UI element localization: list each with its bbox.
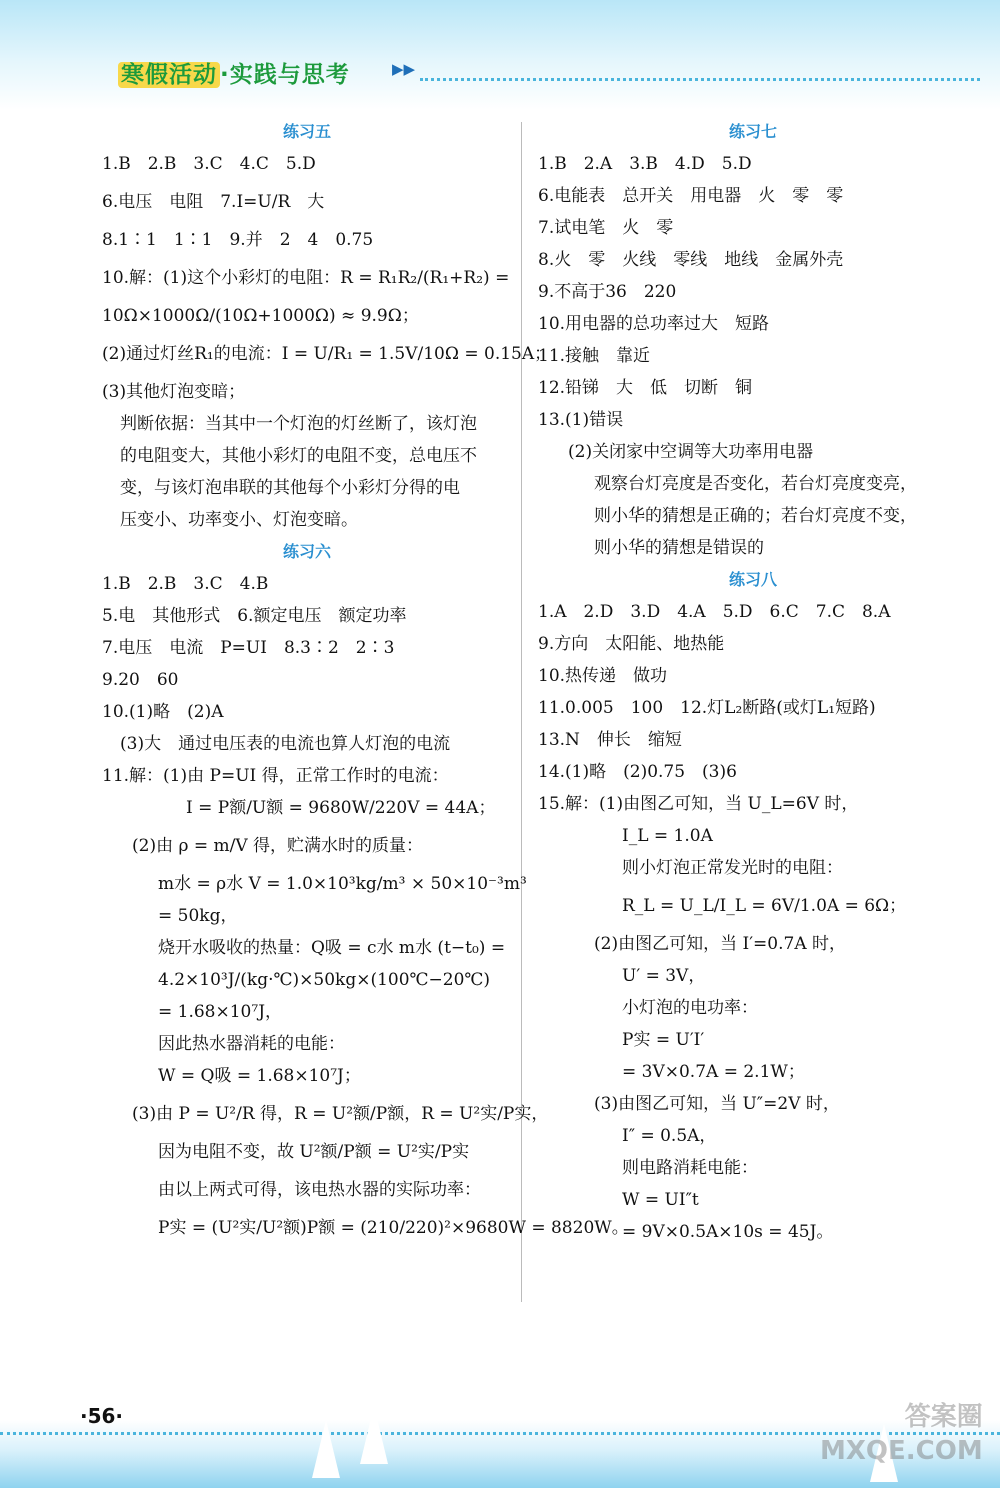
header-title-highlight: 寒假活动	[118, 62, 220, 88]
answer-line: 5.电 其他形式 6.额定电压 额定功率	[102, 606, 407, 626]
answer-line: I_L = 1.0A	[622, 826, 713, 846]
watermark-line: MXQE.COM	[820, 1436, 983, 1466]
answer-line: 1.B 2.A 3.B 4.D 5.D	[538, 154, 752, 174]
answer-line: 7.电压 电流 P=UI 8.3∶2 2∶3	[102, 638, 395, 658]
answer-line: 14.(1)略 (2)0.75 (3)6	[538, 762, 737, 782]
answer-line: 则小华的猜想是错误的	[594, 538, 764, 558]
tree-icon	[312, 1420, 340, 1478]
header-band	[0, 0, 1000, 110]
answer-line: U′ = 3V，	[622, 966, 706, 986]
answer-line: = 9V×0.5A×10s = 45J。	[622, 1222, 834, 1242]
page-header-title	[118, 56, 350, 89]
answer-line: (2)由 ρ = m/V 得，贮满水时的质量：	[132, 836, 424, 856]
header-title-rest: ·实践与思考	[220, 62, 350, 88]
answer-line: (2)通过灯丝R₁的电流：I = U/R₁ = 1.5V/10Ω = 0.15A；	[102, 344, 552, 364]
answer-line: 因为电阻不变，故 U²额/P额 = U²实/P实	[158, 1142, 470, 1162]
section-title: 练习五	[282, 122, 331, 141]
answer-line: 因此热水器消耗的电能：	[158, 1034, 345, 1054]
answer-line: 10.解：(1)这个小彩灯的电阻：R = R₁R₂/(R₁+R₂) =	[102, 268, 510, 288]
answer-line: 11.0.005 100 12.灯L₂断路(或灯L₁短路)	[538, 698, 876, 718]
answer-line: 则小灯泡正常发光时的电阻：	[622, 858, 843, 878]
answer-line: (3)由图乙可知，当 U″=2V 时，	[594, 1094, 840, 1114]
section-title: 练习八	[728, 570, 777, 589]
answer-line: 8.1∶1 1∶1 9.并 2 4 0.75	[102, 230, 374, 250]
answer-line: W = UI″t	[622, 1190, 699, 1210]
answer-line: 1.B 2.B 3.C 4.C 5.D	[102, 154, 316, 174]
answer-line: 变，与该灯泡串联的其他每个小彩灯分得的电	[120, 478, 460, 498]
answer-line: 13.N 伸长 缩短	[538, 730, 682, 750]
answer-line: 4.2×10³J/(kg·℃)×50kg×(100℃−20℃)	[158, 970, 491, 990]
answer-line: 的电阻变大，其他小彩灯的电阻不变，总电压不	[120, 446, 477, 466]
answer-line: 8.火 零 火线 零线 地线 金属外壳	[538, 250, 844, 270]
answer-line: 则小华的猜想是正确的；若台灯亮度不变，	[594, 506, 917, 526]
answer-line: 10.(1)略 (2)A	[102, 702, 224, 722]
answer-line: 6.电能表 总开关 用电器 火 零 零	[538, 186, 844, 206]
right-column	[538, 116, 968, 1248]
answer-line: (3)由 P = U²/R 得，R = U²额/P额，R = U²实/P实，	[132, 1104, 549, 1124]
answer-line: 小灯泡的电功率：	[622, 998, 758, 1018]
answer-line: 由以上两式可得，该电热水器的实际功率：	[158, 1180, 481, 1200]
answer-line: 13.(1)错误	[538, 410, 624, 430]
tree-icon	[360, 1406, 388, 1464]
answer-line: 11.解：(1)由 P=UI 得，正常工作时的电流：	[102, 766, 449, 786]
watermark	[820, 1400, 983, 1468]
page-number: ·56·	[80, 1404, 124, 1428]
answer-line: 9.不高于36 220	[538, 282, 677, 302]
answer-line: (3)其他灯泡变暗；	[102, 382, 246, 402]
answer-line: 7.试电笔 火 零	[538, 218, 674, 238]
answer-line: = 50kg，	[158, 906, 238, 926]
answer-line: R_L = U_L/I_L = 6V/1.0A = 6Ω；	[622, 896, 907, 916]
answer-line: (2)由图乙可知，当 I′=0.7A 时，	[594, 934, 847, 954]
header-arrows-icon: ▶▶	[392, 60, 416, 78]
answer-line: = 1.68×10⁷J，	[158, 1002, 283, 1022]
answer-line: 10Ω×1000Ω/(10Ω+1000Ω) ≈ 9.9Ω；	[102, 306, 419, 326]
answer-line: 9.方向 太阳能、地热能	[538, 634, 725, 654]
section-title: 练习六	[282, 542, 331, 561]
answer-line: 1.A 2.D 3.D 4.A 5.D 6.C 7.C 8.A	[538, 602, 891, 622]
answer-line: 10.用电器的总功率过大 短路	[538, 314, 770, 334]
answer-line: 9.20 60	[102, 670, 179, 690]
answer-line: 观察台灯亮度是否变化，若台灯亮度变亮，	[594, 474, 917, 494]
answer-line: m水 = ρ水 V = 1.0×10³kg/m³ × 50×10⁻³m³	[158, 874, 527, 894]
answer-line: 12.铅锑 大 低 切断 铜	[538, 378, 753, 398]
answer-line: 压变小、功率变小、灯泡变暗。	[120, 510, 358, 530]
answer-line: W = Q吸 = 1.68×10⁷J；	[158, 1066, 361, 1086]
answer-line: 判断依据：当其中一个灯泡的灯丝断了，该灯泡	[120, 414, 477, 434]
watermark-line: 答案圈	[904, 1402, 983, 1432]
answer-line: I″ = 0.5A，	[622, 1126, 717, 1146]
answer-line: 烧开水吸收的热量：Q吸 = c水 m水 (t−t₀) =	[158, 938, 506, 958]
header-dotted-rule	[420, 78, 980, 81]
answer-line: = 3V×0.7A = 2.1W；	[622, 1062, 805, 1082]
answer-line: (2)关闭家中空调等大功率用电器	[568, 442, 814, 462]
answer-line: 1.B 2.B 3.C 4.B	[102, 574, 269, 594]
answer-line: P实 = U′I′	[622, 1030, 705, 1050]
answer-line: I = P额/U额 = 9680W/220V = 44A；	[186, 798, 496, 818]
answer-line: 10.热传递 做功	[538, 666, 668, 686]
answer-line: 则电路消耗电能：	[622, 1158, 758, 1178]
answer-line: 15.解：(1)由图乙可知，当 U_L=6V 时，	[538, 794, 859, 814]
answer-line: 6.电压 电阻 7.I=U/R 大	[102, 192, 325, 212]
answer-line: 11.接触 靠近	[538, 346, 651, 366]
answer-line: P实 = (U²实/U²额)P额 = (210/220)²×9680W = 8820W。	[158, 1218, 629, 1238]
section-title: 练习七	[728, 122, 777, 141]
answer-line: (3)大 通过电压表的电流也算人灯泡的电流	[120, 734, 451, 754]
